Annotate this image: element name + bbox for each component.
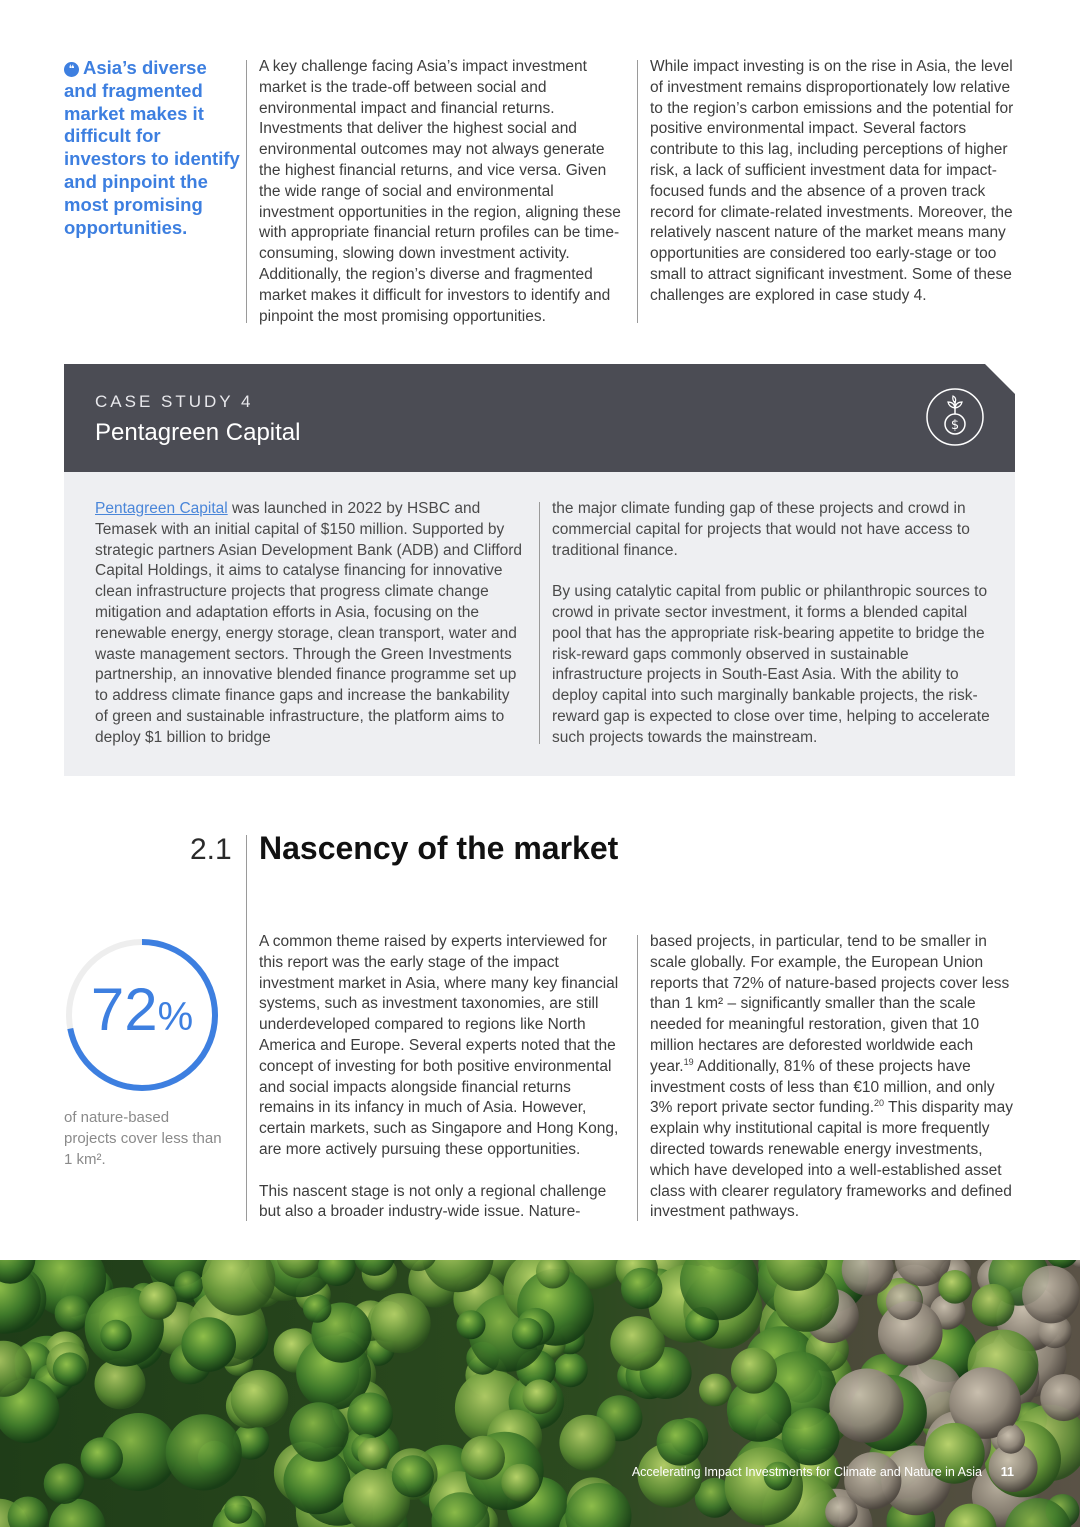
footer-title: Accelerating Impact Investments for Climate and Nature in Asia	[631, 1465, 982, 1479]
case-study-body	[64, 472, 1015, 776]
body-paragraph: This nascent stage is not only a regional challenge but also a broader industry-wide issue. Nature-	[259, 1182, 607, 1221]
intro-column-2: While impact investing is on the rise in Asia, the level of investment remains disproportionately low relative to the region’s carbon emissions and the potential for positive environmental impact. Several factors contribute to this lag, including perceptions of higher risk, a lack of sufficient investment data for impact-focused funds and the absence of a proven track record for climate-related investments. Moreover, the relatively nascent nature of the market means many opportunities are considered too early-stage or too small to attract significant investment. Some of these challenges are explored in case study 4.	[650, 58, 1014, 304]
section-title: Nascency of the market	[259, 830, 619, 866]
column-divider	[637, 60, 638, 323]
body-column-2: based projects, in particular, tend to be smaller in scale globally. For example, the European Union reports that 72% of nature-based projects cover less than 1 km² – significantly smaller than the scale needed for meaningful restoration, given that 10 million hectares are deforested worldwide each year.$^{19}$ Additionally, 81% of these projects have investment costs of less than €10 million, and only 3% report private sector funding.$^{20}$ This disparity may explain why institutional capital is more frequently directed towards renewable energy investments, which have developed into a well-established asset class with clearer regulatory frameworks and defined investment pathways.	[650, 933, 1013, 1221]
pentagreen-link[interactable]: Pentagreen Capital	[95, 500, 228, 517]
section-number: 2.1	[190, 833, 232, 866]
case-study-paragraph: the major climate funding gap of these projects and crowd in commercial capital for projects that would not have access to traditional finance.	[552, 500, 970, 559]
stat-caption: of nature-based projects cover less than 1 km².	[64, 1109, 222, 1168]
forest-aerial-image	[0, 1260, 1080, 1527]
quote-icon: ❝	[64, 62, 79, 77]
footnote-ref: 19	[683, 1056, 694, 1067]
stat-value	[64, 975, 220, 1044]
column-divider	[637, 935, 638, 1221]
case-study-column-2	[552, 499, 992, 749]
case-study-column-1: Pentagreen Capital was launched in 2022 by HSBC and Temasek with an initial capital of $150 million. Supported by strategic partners Asian Development Bank (ADB) and Clifford Capital Holdings, it aims to catalyse financing for innovative clean infrastructure projects that progress climate change mitigation and adaptation efforts in Asia, focusing on the renewable energy, energy storage, clean transport, water and waste management sectors. Through the Green Investments partnership, an innovative blended finance programme set up to address climate finance gaps and increase the bankability of green and sustainable infrastructure, the platform aims to deploy $1 billion to bridge	[95, 500, 523, 746]
footnote-ref: 20	[874, 1098, 885, 1109]
case-study-label: CASE STUDY 4	[95, 392, 254, 411]
body-column-1	[259, 932, 629, 1223]
body-paragraph: A common theme raised by experts interviewed for this report was the early stage of the impact investment market in Asia, where many key financial systems, such as investment taxonomies, are still underdeveloped compared to regions like North America and Europe. Several experts noted that the concept of investing for both positive environmental and social impacts alongside financial returns remains in its infancy in much of Asia. However, certain markets, such as Singapore and Hong Kong, are more actively pursuing these opportunities.	[259, 933, 619, 1158]
svg-text:$: $	[950, 418, 960, 433]
pull-quote	[64, 57, 242, 239]
stat-unit: %	[157, 995, 194, 1039]
plant-money-icon	[926, 388, 984, 446]
stat-number: 72	[90, 976, 158, 1043]
section-divider	[246, 835, 247, 1221]
column-divider	[539, 502, 540, 744]
case-study-title: Pentagreen Capital	[95, 419, 301, 446]
case-study-paragraph: By using catalytic capital from public or philanthropic sources to crowd in private sector investment, it forms a blended capital pool that has the appropriate risk-bearing appetite to bridge the risk-reward gaps commonly observed in sustainable infrastructure projects in South-East Asia. With the ability to deploy capital into such marginally bankable projects, the risk-reward gap is expected to close over time, helping to accelerate such projects towards the mainstream.	[552, 583, 990, 746]
column-divider	[246, 60, 247, 323]
intro-column-1: A key challenge facing Asia’s impact investment market is the trade-off between social and environmental impact and financial returns. Investments that deliver the highest social and environmental outcomes may not always generate the highest financial returns, and vice versa. Given the wide range of social and environmental investment opportunities in the region, aligning these with appropriate financial return profiles can be time-consuming, slowing down investment activity. Additionally, the region’s diverse and fragmented market makes it difficult for investors to identify and pinpoint the most promising opportunities.	[259, 58, 621, 325]
page-number: 11	[1000, 1465, 1014, 1479]
pull-quote-text: Asia’s diverse and fragmented market makes it difficult for investors to identify and pinpoint the most promising opportunities.	[64, 57, 240, 238]
case-study-header	[64, 364, 1015, 472]
